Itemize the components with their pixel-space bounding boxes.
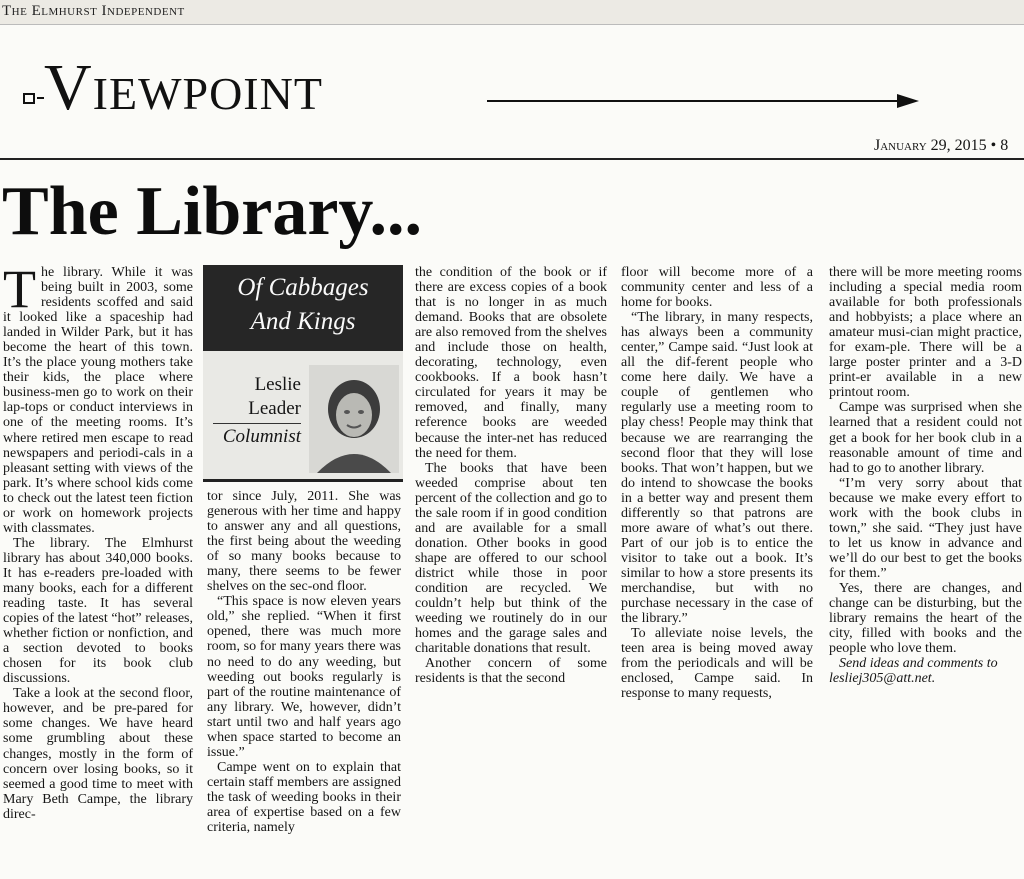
paragraph: The library. The Elmhurst library has about 340,000 books. It has e-readers pre-loaded with many books, each for a different reading taste. It has several copies of the latest “hot” releases, whether fiction or nonfiction, and a section devoted to books chosen for its book club discussions. <box>3 535 193 687</box>
section-title: Viewpoint <box>44 51 323 124</box>
headline: The Library... <box>2 173 423 250</box>
author-signoff: Send ideas and comments to lesliej305@att.net. <box>829 656 998 687</box>
paragraph: floor will become more of a community center and less of a home for books. <box>621 265 813 311</box>
paragraph: Campe was surprised when she learned that a resident could not get a book for her book club in a reasonable amount of time and had to go to another library. <box>829 400 1022 476</box>
paragraph: Another concern of some residents is that the second <box>415 656 607 687</box>
divider-rule <box>0 158 1024 160</box>
column-header-box <box>203 265 403 486</box>
paragraph: The library. While it was being built in 2003, some residents scoffed and said it looked like a spaceship had landed in Wilder Park, but it has become the heart of this town. It’s the place young mothers take their kids, the place where business-men go to work on their lap-tops or conduct interviews in one of the meeting rooms. It’s where retired men escape to read newspapers and periodi-cals in a pleasant setting with views of the park. It’s where school kids come to check out the latest teen fiction or work on homework projects with classmates. <box>3 259 193 536</box>
article-column-5 <box>829 265 1022 686</box>
paragraph: “This space is now eleven years old,” she replied. “When it first opened, there was much more room, so for many years there was no need to do any weeding, but weeding out books regularly is part of the routine maintenance of any library. We, however, didn’t start until two and half years ago when space started to become an issue.” <box>207 594 401 760</box>
paragraph: Campe went on to explain that certain staff members are assigned the task of weeding books in their area of expertise based on a few criteria, namely <box>207 759 401 836</box>
article-column-2 <box>207 489 401 835</box>
article-column-3 <box>415 265 607 686</box>
arrow-right-icon <box>897 94 919 108</box>
column-name-line1: Of Cabbages <box>237 274 369 301</box>
dateline: January 29, 2015 • 8 <box>874 137 1009 154</box>
column-name-line2: And Kings <box>250 308 356 335</box>
author-panel <box>203 351 403 482</box>
paragraph: the condition of the book or if there are excess copies of a book that is no longer in as much demand. Books that are obsolete are also removed from the shelves and include those on health, decorating, technology, even cookbooks. If a book hasn’t circulated for years it may be removed, and finally, many reference books are weeded because the inter-net has reduced the need for them. <box>415 265 607 461</box>
column-name-banner <box>203 265 403 351</box>
paragraph: Take a look at the second floor, however, and be pre-pared for some changes. We have heard some grumbling about these changes, mostly in the form of concern over losing books, so it seemed a good time to meet with Mary Beth Campe, the library direc- <box>3 686 193 822</box>
paragraph: The books that have been weeded comprise about ten percent of the collection and go to the sale room if in good condition and are available for a small donation. Other books in good shape are offered to our school district while those in poor condition are recycled. We couldn’t help but think of the weeding we routinely do in our homes and the garage sales and charitable donations that result. <box>415 460 607 657</box>
author-photo <box>309 365 399 473</box>
paragraph: “The library, in many respects, has always been a community center,” Campe said. “Just look at all the dif-ferent people who come here daily. We have a couple of gentlemen who regularly use a meeting room to play chess! People may think that because we are rearranging the second floor that they will lose books. That won’t happen, but we do intend to showcase the books in a better way and present them differently so that patrons are more aware of what’s out there. Part of our job is to entice the visitor to take out a book. It’s similar to how a store presents its merchandise, but with no purchase necessary in the case of the library.” <box>621 310 813 627</box>
section-marker-icon <box>23 93 35 104</box>
paragraph: tor since July, 2011. She was generous with her time and happy to answer any and all questions, the first being about the weeding of so many books because to many, there seems to be fewer shelves on the sec-ond floor. <box>207 489 401 595</box>
drop-cap: T <box>3 259 36 319</box>
article-column-4 <box>621 265 813 701</box>
paragraph: Yes, there are changes, and change can be disturbing, but the library remains the heart of the city, filled with books and the people who love them. <box>829 580 1022 657</box>
paper-name: The Elmhurst Independent <box>2 3 185 19</box>
paragraph: there will be more meeting rooms including a special media room available for both professionals and hobbyists; a place where an amateur musi-cian might practice, for exam-ple. There will be a large poster printer and a 3-D print-er available in a new printout room. <box>829 265 1022 401</box>
author-role: Columnist <box>213 423 301 448</box>
paragraph: To alleviate noise levels, the teen area is being moved away from the periodicals and will be enclosed, Campe said. In response to many requests, <box>621 626 813 702</box>
article-column-1 <box>3 259 193 822</box>
arrow-line <box>487 100 897 102</box>
author-name: Leslie Leader <box>248 374 301 419</box>
paragraph: “I’m very sorry about that because we make every effort to work with the book clubs in town,” she said. “They just have to let us know in advance and we’ll do our best to get the books for them.” <box>829 475 1022 581</box>
